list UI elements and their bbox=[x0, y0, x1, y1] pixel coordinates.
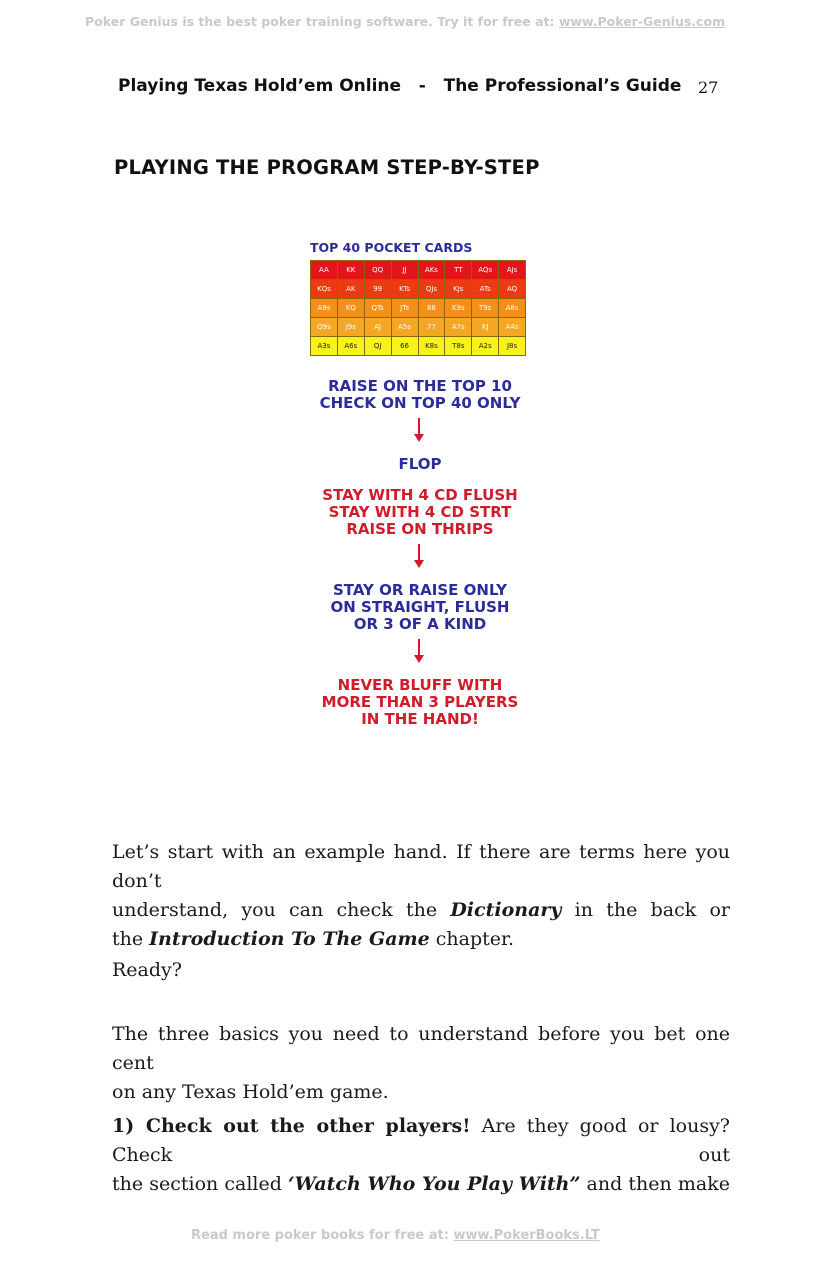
flowchart-step-line: MORE THAN 3 PLAYERS bbox=[321, 693, 519, 711]
pocket-card-cell: K9s bbox=[445, 299, 471, 317]
pocket-card-cell: KJs bbox=[445, 280, 471, 298]
pocket-card-cell: A7s bbox=[445, 318, 471, 336]
pocket-card-cell: Q9s bbox=[311, 318, 337, 336]
flowchart-step-line: ON STRAIGHT, FLUSH bbox=[330, 598, 510, 616]
pocket-card-cell: J9s bbox=[338, 318, 364, 336]
pocket-card-cell: TT bbox=[445, 261, 471, 279]
pocket-card-cell: KQs bbox=[311, 280, 337, 298]
pocket-card-cell: JTs bbox=[392, 299, 418, 317]
down-arrow-icon bbox=[414, 418, 424, 442]
poker-genius-link[interactable]: www.Poker-Genius.com bbox=[558, 14, 726, 29]
pocket-card-cell: QQ bbox=[365, 261, 391, 279]
paragraph-check-players bbox=[112, 1112, 730, 1199]
paragraph-ready: Ready? bbox=[112, 959, 182, 981]
pocket-card-cell: 77 bbox=[419, 318, 445, 336]
flowchart-step bbox=[300, 378, 540, 412]
top-promo-banner bbox=[85, 14, 725, 29]
pocket-card-cell: T8s bbox=[445, 337, 471, 355]
flowchart-step-line: NEVER BLUFF WITH bbox=[337, 676, 503, 694]
flowchart-step-line: CHECK ON TOP 40 ONLY bbox=[319, 394, 521, 412]
check-players-line-2 bbox=[112, 1170, 730, 1199]
pocket-card-cell: 88 bbox=[419, 299, 445, 317]
check-players-text: Are they good or lousy? Check out bbox=[112, 1115, 730, 1166]
pocket-card-cell: K8s bbox=[419, 337, 445, 355]
dictionary-reference: Dictionary bbox=[450, 899, 562, 921]
pocket-card-cell: AQ bbox=[499, 280, 525, 298]
pocket-card-cell: A9s bbox=[311, 299, 337, 317]
basics-line-2: on any Texas Hold’em game. bbox=[112, 1081, 389, 1103]
pokerbooks-link[interactable]: www.PokerBooks.LT bbox=[453, 1228, 600, 1243]
flowchart-step-line: STAY OR RAISE ONLY bbox=[332, 581, 508, 599]
pocket-card-cell: ATs bbox=[472, 280, 498, 298]
pocket-card-cell: A8s bbox=[499, 299, 525, 317]
pocket-card-cell: KJ bbox=[472, 318, 498, 336]
check-players-line-1 bbox=[112, 1112, 730, 1170]
pocket-card-cell: QJ bbox=[365, 337, 391, 355]
flowchart-step-line: STAY WITH 4 CD STRT bbox=[328, 503, 512, 521]
pocket-card-cell: A5s bbox=[392, 318, 418, 336]
intro-text: the bbox=[112, 928, 150, 950]
bottom-promo-text: Read more poker books for free at: bbox=[191, 1228, 454, 1243]
check-players-text: the section called bbox=[112, 1173, 289, 1195]
flowchart-step-line: OR 3 OF A KIND bbox=[353, 615, 487, 633]
flowchart-step bbox=[300, 456, 540, 473]
pocket-card-cell: AJ bbox=[365, 318, 391, 336]
pocket-card-cell: AJs bbox=[499, 261, 525, 279]
intro-line-1: Let’s start with an example hand. If there are terms here you don’t bbox=[112, 841, 730, 892]
pocket-card-cell: 99 bbox=[365, 280, 391, 298]
down-arrow-icon bbox=[414, 544, 424, 568]
pocket-card-cell: 66 bbox=[392, 337, 418, 355]
pocket-card-cell: A2s bbox=[472, 337, 498, 355]
pocket-card-cell: KK bbox=[338, 261, 364, 279]
pocket-card-cell: A6s bbox=[338, 337, 364, 355]
pocket-card-cell: KQ bbox=[338, 299, 364, 317]
flowchart-step-line: RAISE ON THE TOP 10 bbox=[328, 377, 512, 395]
bottom-promo-banner bbox=[191, 1228, 600, 1243]
pocket-cards-grid bbox=[310, 260, 526, 356]
intro-text: chapter. bbox=[429, 928, 515, 950]
flowchart-step bbox=[300, 582, 540, 633]
pocket-card-cell: QTs bbox=[365, 299, 391, 317]
paragraph-three-basics bbox=[112, 1020, 730, 1107]
figure-title: TOP 40 POCKET CARDS bbox=[310, 240, 473, 255]
flowchart-step-line: IN THE HAND! bbox=[361, 710, 479, 728]
watch-who-you-play-with-reference: ‘Watch Who You Play With” bbox=[288, 1173, 581, 1195]
page-number: 27 bbox=[698, 78, 719, 97]
intro-line-3 bbox=[112, 925, 730, 954]
basics-line-1: The three basics you need to understand before you bet one cent bbox=[112, 1023, 730, 1074]
intro-text: in the back or bbox=[561, 899, 730, 921]
poker-strategy-figure bbox=[300, 236, 540, 736]
down-arrow-icon bbox=[414, 639, 424, 663]
intro-line-2 bbox=[112, 896, 730, 925]
pocket-card-cell: JJ bbox=[392, 261, 418, 279]
step-one-heading: 1) Check out the other players! bbox=[112, 1115, 471, 1137]
pocket-card-cell: T9s bbox=[472, 299, 498, 317]
section-heading: PLAYING THE PROGRAM STEP-BY-STEP bbox=[114, 156, 540, 179]
pocket-card-cell: AA bbox=[311, 261, 337, 279]
pocket-card-cell: A3s bbox=[311, 337, 337, 355]
paragraph-intro bbox=[112, 838, 730, 954]
pocket-card-cell: A4s bbox=[499, 318, 525, 336]
check-players-text: and then make bbox=[580, 1173, 730, 1195]
pocket-card-cell: QJs bbox=[419, 280, 445, 298]
pocket-card-cell: J8s bbox=[499, 337, 525, 355]
top-promo-text: Poker Genius is the best poker training software. Try it for free at: bbox=[85, 14, 559, 29]
pocket-card-cell: AK bbox=[338, 280, 364, 298]
flowchart-step bbox=[300, 487, 540, 538]
intro-text: understand, you can check the bbox=[112, 899, 451, 921]
introduction-chapter-reference: Introduction To The Game bbox=[149, 928, 430, 950]
flowchart-step-line: FLOP bbox=[398, 455, 442, 473]
flowchart-step-line: STAY WITH 4 CD FLUSH bbox=[322, 486, 518, 504]
flowchart-step-line: RAISE ON THRIPS bbox=[346, 520, 494, 538]
pocket-card-cell: AKs bbox=[419, 261, 445, 279]
pocket-card-cell: KTs bbox=[392, 280, 418, 298]
running-header-title: Playing Texas Hold’em Online - The Professional’s Guide bbox=[118, 76, 682, 96]
pocket-card-cell: AQs bbox=[472, 261, 498, 279]
flowchart-step bbox=[300, 677, 540, 728]
